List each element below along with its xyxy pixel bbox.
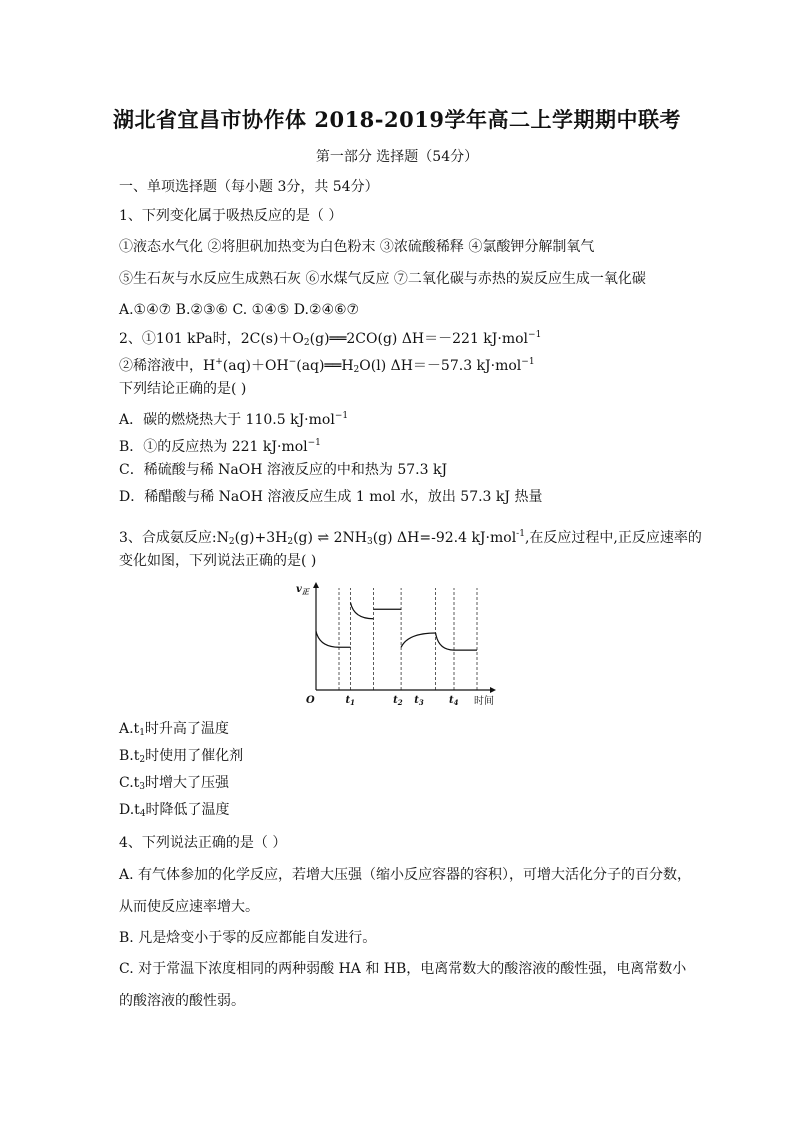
- tick-label-t1: $t_1$: [345, 695, 355, 707]
- q1-items-row1: ①液态水气化 ②将胆矾加热变为白色粉末 ③浓硫酸稀释 ④氯酸钾分解制氧气: [119, 239, 595, 255]
- q3-option-a: [119, 720, 229, 742]
- q3-stem-c: (g) ⇌ 2NH: [293, 530, 367, 546]
- q3-option-a-b: 时升高了温度: [144, 721, 229, 737]
- q3-stem-sup: -1: [516, 529, 525, 539]
- q2-eq2-part-d: O(l) ΔH＝－57.3 kJ·mol: [359, 358, 522, 374]
- q2-option-d: D．稀醋酸与稀 NaOH 溶液反应生成 1 mol 水，放出 57.3 kJ 热量: [119, 489, 543, 505]
- q3-option-a-a: A.t: [119, 721, 140, 737]
- q3-stem-a: 3、合成氨反应:N: [119, 530, 229, 546]
- q3-stem-b: (g)+3H: [234, 530, 288, 546]
- q2-option-c: C．稀硫酸与稀 NaOH 溶液反应的中和热为 57.3 kJ: [119, 462, 448, 478]
- q4-option-a-line2: 从而使反应速率增大。: [119, 899, 259, 915]
- curve-segment-4: [401, 633, 436, 647]
- tick-label-t3: $t_3$: [414, 695, 424, 707]
- q2-eq2-sup2: −: [288, 357, 297, 367]
- curve-segment-2: [351, 603, 374, 619]
- q2-eq2-sup3: −1: [521, 357, 535, 367]
- q2-eq1-part-a: 2、①101 kPa时，2C(s)＋O: [119, 331, 304, 347]
- curve-segment-5: [436, 633, 454, 650]
- q2-eq2-part-a: ②稀溶液中，H: [119, 358, 216, 374]
- q2-equation-2: [119, 353, 535, 379]
- q3-option-b-sub: 2: [139, 755, 146, 765]
- q3-option-c-sub: 3: [139, 782, 146, 792]
- q4-option-c-line2: 的酸溶液的酸性弱。: [119, 993, 245, 1009]
- q3-option-a-sub: 1: [139, 728, 145, 738]
- q3-stem-sub2: 2: [287, 537, 294, 547]
- q2-option-a-sup: −1: [334, 411, 349, 421]
- q3-stem-sub1: 2: [228, 537, 235, 547]
- q2-option-a-text: A．碳的燃烧热大于 110.5 kJ·mol: [119, 412, 335, 428]
- q3-option-c: [119, 774, 229, 796]
- q3-option-d: [119, 801, 230, 823]
- section-part-title: 第一部分 选择题（54分）: [315, 149, 479, 165]
- q2-eq2-part-b: (aq)＋OH: [222, 358, 289, 374]
- x-axis-arrow: [490, 687, 496, 693]
- q4-stem: 4、下列说法正确的是（ ）: [119, 835, 287, 851]
- tick-label-t2: $t_2$: [393, 695, 403, 707]
- q3-option-d-b: 时降低了温度: [145, 802, 230, 818]
- q2-eq2-sub: 2: [353, 365, 360, 375]
- rate-time-chart: [292, 580, 502, 710]
- q3-option-b: [119, 747, 243, 769]
- q2-question: 下列结论正确的是( ): [119, 381, 247, 397]
- q3-stem-line1: [119, 525, 702, 551]
- q3-stem-e: ,在反应过程中,正反应速率的: [524, 530, 702, 546]
- q4-option-c-line1: C. 对于常温下浓度相同的两种弱酸 HA 和 HB，电离常数大的酸溶液的酸性强，电离常数小: [119, 961, 687, 977]
- x-axis-label: 时间: [474, 696, 494, 707]
- q3-option-c-b: 时增大了压强: [145, 775, 230, 791]
- section-heading: 一、单项选择题（每小题 3分，共 54分）: [119, 179, 379, 195]
- q3-stem-d: (g) ΔH=-92.4 kJ·mol: [372, 530, 517, 546]
- y-axis-label: $v_正$: [296, 584, 309, 596]
- chart-plot-area: [296, 582, 496, 707]
- page-title: 湖北省宜昌市协作体 2018-2019学年高二上学期期中联考: [113, 107, 681, 132]
- q2-option-b-sup: −1: [307, 438, 321, 448]
- origin-label: O: [306, 695, 315, 706]
- q3-option-d-a: D.t: [119, 802, 140, 818]
- q2-option-a: [119, 407, 348, 429]
- q4-option-b: B. 凡是焓变小于零的反应都能自发进行。: [119, 930, 377, 946]
- q1-options: A.①④⑦ B.②③⑥ C. ①④⑤ D.②④⑥⑦: [119, 302, 360, 318]
- q1-stem: 1、下列变化属于吸热反应的是（ ）: [119, 208, 343, 224]
- q3-option-b-b: 时使用了催化剂: [145, 748, 244, 764]
- q3-option-d-sub: 4: [139, 809, 146, 819]
- q2-eq1-part-b: (g)══2CO(g) ΔH＝－221 kJ·mol: [309, 331, 529, 347]
- q3-option-c-a: C.t: [119, 775, 140, 791]
- q3-stem-line2: 变化如图，下列说法正确的是( ): [119, 553, 317, 569]
- q4-option-a-line1: A. 有气体参加的化学反应，若增大压强（缩小反应容器的容积），可增大活化分子的百分数，: [119, 867, 692, 883]
- q1-items-row2: ⑤生石灰与水反应生成熟石灰 ⑥水煤气反应 ⑦二氧化碳与赤热的炭反应生成一氧化碳: [119, 271, 646, 287]
- curve-segment-0: [316, 631, 339, 647]
- q3-option-b-a: B.t: [119, 748, 140, 764]
- q2-option-b: [119, 434, 321, 456]
- q2-option-b-text: B．①的反应热为 221 kJ·mol: [119, 439, 308, 455]
- y-axis-arrow: [313, 582, 319, 588]
- q2-equation-1: [119, 326, 541, 352]
- q2-eq2-part-c: (aq)══H: [296, 358, 354, 374]
- q3-stem-sub3: 3: [366, 537, 373, 547]
- q2-eq2-sup1: +: [215, 357, 223, 367]
- q2-eq1-sup: −1: [528, 330, 542, 340]
- tick-label-t4: $t_4$: [449, 695, 459, 707]
- q2-eq1-sub: 2: [303, 338, 310, 348]
